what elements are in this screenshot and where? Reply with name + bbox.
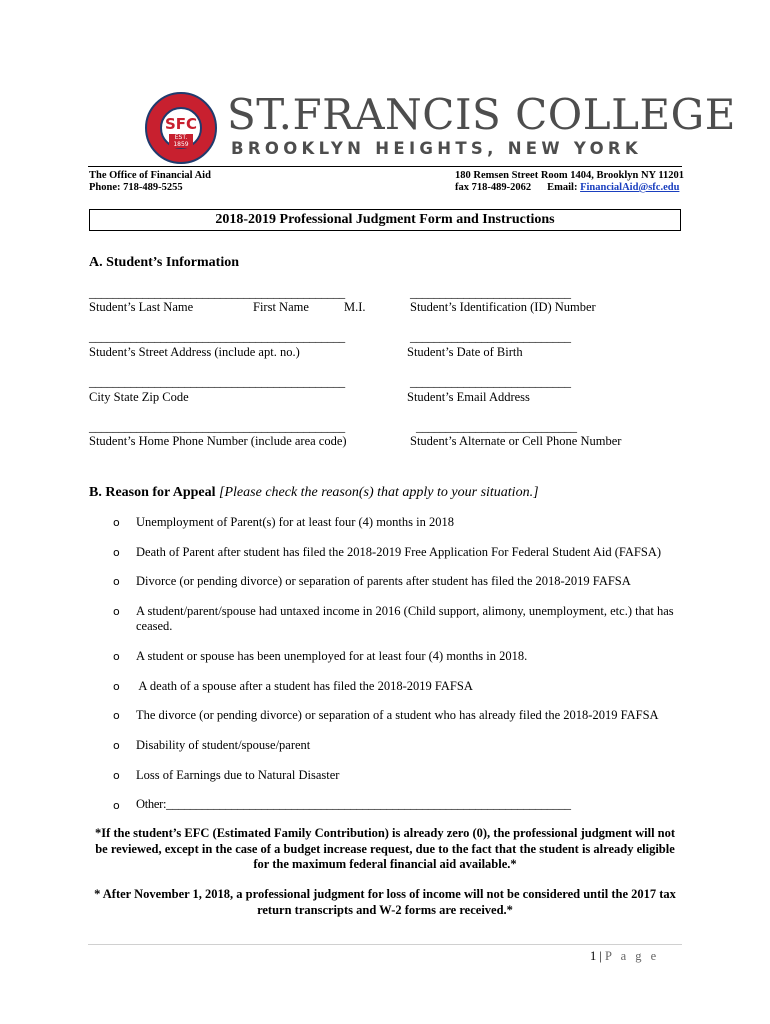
office-address: 180 Remsen Street Room 1404, Brooklyn NY 11201 [455,170,685,181]
checkbox-bullet[interactable]: o [113,516,120,529]
checkbox-bullet[interactable]: o [113,680,120,693]
header-divider [88,166,682,167]
home-phone-label: Student’s Home Phone Number (include area code) [89,434,347,448]
section-a-heading: A. Student’s Information [89,255,239,270]
office-fax: fax 718-489-2062 [455,182,532,193]
reason-student-unemployment: A student or spouse has been unemployed for at least four (4) months in 2018. [136,649,528,663]
fax-email-line [455,182,679,195]
home-phone-line[interactable]: ___________________________________________ [89,420,345,434]
office-phone: Phone: 718-489-5255 [89,182,183,193]
reason-spouse-death: A death of a spouse after a student has filed the 2018-2019 FAFSA [136,679,473,693]
email-label: Email: [547,182,581,193]
seal-letters: SFC [164,115,198,133]
footer-divider [88,944,682,945]
email-address-label: Student’s Email Address [407,390,530,404]
page-label: P a g e [605,949,660,963]
reason-disability: Disability of student/spouse/parent [136,738,311,752]
date-of-birth-label: Student’s Date of Birth [407,345,523,359]
checkbox-bullet[interactable]: o [113,546,120,559]
checkbox-bullet[interactable]: o [113,769,120,782]
middle-initial-label: M.I. [344,300,366,314]
cell-phone-label: Student’s Alternate or Cell Phone Number [410,434,622,448]
reason-other[interactable]: Other:____________________________________________________________________ [136,797,571,811]
form-title-box [89,209,681,231]
student-id-label: Student’s Identification (ID) Number [410,300,596,314]
reason-parent-death: Death of Parent after student has filed the 2018-2019 Free Application For Federal Student Aid (FAFSA) [136,545,662,559]
section-b-title: B. Reason for Appeal [89,485,216,500]
section-b-heading [89,485,539,501]
date-of-birth-line[interactable]: ___________________________ [410,330,571,344]
college-seal-icon [145,92,217,164]
reason-untaxed-income-cont: ceased. [136,619,173,633]
section-b-instruction: [Please check the reason(s) that apply to your situation.] [219,485,539,500]
page-footer: 1 | P a g e [590,949,660,963]
last-name-label: Student’s Last Name [89,300,194,314]
reason-student-divorce: The divorce (or pending divorce) or separation of a student who has already filed the 2018-2019 FAFSA [136,708,659,722]
checkbox-bullet[interactable]: o [113,650,120,663]
reason-untaxed-income: A student/parent/spouse had untaxed income in 2016 (Child support, alimony, unemployment, etc.) that has [136,604,674,618]
efc-note: *If the student’s EFC (Estimated Family Contribution) is already zero (0), the professional judgment will not be reviewed, except in the case of a budget increase request, due to the fact that the student is already eligible for the maximum federal financial aid available.* [94,826,676,871]
city-state-zip-label: City State Zip Code [89,390,189,404]
seal-year: EST. 1859 [169,134,193,148]
checkbox-bullet[interactable]: o [113,575,120,588]
reason-parent-unemployment: Unemployment of Parent(s) for at least four (4) months in 2018 [136,515,454,529]
street-address-label: Student’s Street Address (include apt. no.) [89,345,300,359]
checkbox-bullet[interactable]: o [113,605,120,618]
cell-phone-line[interactable]: ___________________________ [416,420,577,434]
student-id-line[interactable]: ___________________________ [410,286,571,300]
email-link[interactable]: FinancialAid@sfc.edu [580,182,680,193]
reason-natural-disaster: Loss of Earnings due to Natural Disaster [136,768,340,782]
office-name: The Office of Financial Aid [89,170,211,181]
form-title: 2018-2019 Professional Judgment Form and Instructions [215,212,555,227]
reason-parent-divorce: Divorce (or pending divorce) or separation of parents after student has filed the 2018-2019 FAFSA [136,574,631,588]
college-name: ST.FRANCIS COLLEGE [227,90,736,139]
checkbox-bullet[interactable]: o [113,739,120,752]
college-location: BROOKLYN HEIGHTS, NEW YORK [231,139,642,158]
page-number: 1 [590,949,597,963]
checkbox-bullet[interactable]: o [113,709,120,722]
checkbox-bullet[interactable]: o [113,799,120,812]
november-note: * After November 1, 2018, a professional judgment for loss of income will not be considered until the 2017 tax return transcripts and W-2 forms are received.* [94,887,676,917]
last-name-line[interactable]: ___________________________________________ [89,286,345,300]
street-address-line[interactable]: ___________________________________________ [89,330,345,344]
college-logo [145,90,736,164]
city-state-zip-line[interactable]: ___________________________________________ [89,375,345,389]
first-name-label: First Name [253,300,309,314]
email-address-line[interactable]: ___________________________ [410,375,571,389]
